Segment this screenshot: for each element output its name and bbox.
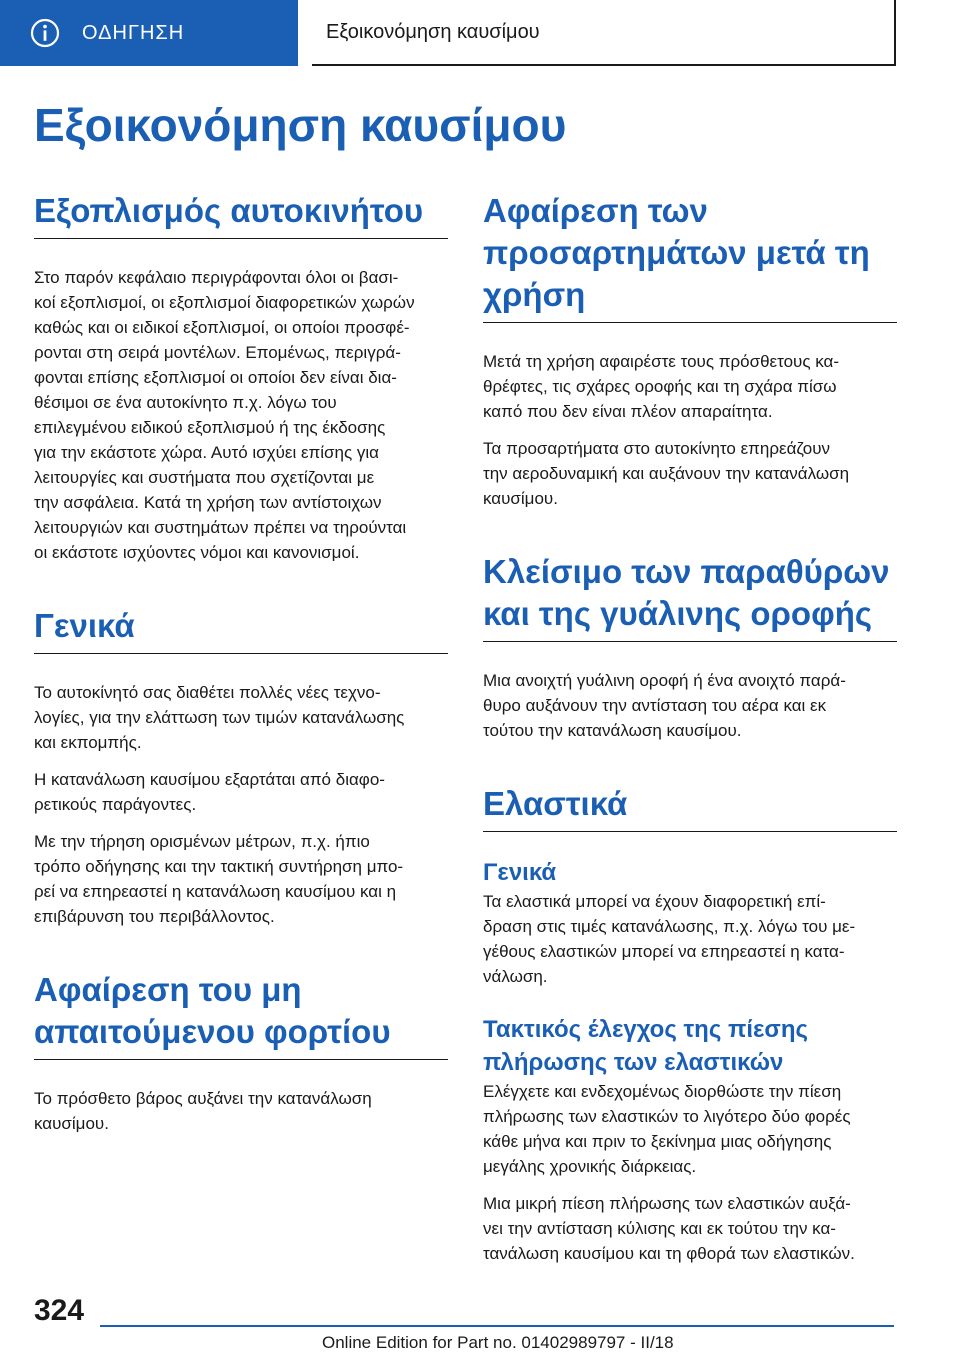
- paragraph-close-windows: [483, 668, 897, 743]
- section-heading-remove-attachments: [483, 190, 897, 323]
- subheading-tyre-pressure: [483, 1013, 897, 1079]
- text-line: λειτουργιών και συστημάτων πρέπει να τηρούνται: [34, 518, 407, 537]
- heading-line: Κλείσιμο των παραθύρων: [483, 553, 890, 590]
- text-line: γέθους ελαστικών μπορεί να επηρεαστεί η κατα-: [483, 942, 845, 961]
- text-line: κάθε μήνα και πριν το ξεκίνημα μιας οδήγησης: [483, 1132, 832, 1151]
- breadcrumb: [312, 0, 896, 66]
- text-line: φονται επίσης εξοπλισμοί οι οποίοι δεν είναι δια-: [34, 368, 397, 387]
- text-line: νάλωση.: [483, 967, 548, 986]
- page-number: 324: [34, 1294, 85, 1327]
- paragraph-tyre-pressure-1: [483, 1079, 897, 1179]
- text-line: Μια μικρή πίεση πλήρωσης των ελαστικών αυξά-: [483, 1194, 851, 1213]
- text-line: την ασφάλεια. Κατά τη χρήση των αντίστοιχων: [34, 493, 382, 512]
- text-line: Το πρόσθετο βάρος αυξάνει την κατανάλωση: [34, 1089, 372, 1108]
- heading-line: Γενικά: [34, 607, 135, 644]
- breadcrumb-text: Εξοικονόμηση καυσίμου: [326, 20, 540, 43]
- text-line: καπό που δεν είναι πλέον απαραίτητα.: [483, 402, 773, 421]
- section-heading-general: [34, 605, 448, 654]
- heading-line: Εξοπλισμός αυτοκινήτου: [34, 192, 424, 229]
- heading-line: Αφαίρεση του μη: [34, 971, 302, 1008]
- paragraph-vehicle-equipment: [34, 265, 448, 565]
- info-icon: [30, 18, 60, 48]
- text-line: θέσιμοι σε ένα αυτοκίνητο π.χ. λόγω του: [34, 393, 337, 412]
- text-line: Στο παρόν κεφάλαιο περιγράφονται όλοι οι βασι-: [34, 268, 399, 287]
- text-line: λειτουργίες και συστήματα που σχετίζονται με: [34, 468, 375, 487]
- text-line: Τα προσαρτήματα στο αυτοκίνητο επηρεάζουν: [483, 439, 831, 458]
- text-line: Η κατανάλωση καυσίμου εξαρτάται από διαφο-: [34, 770, 385, 789]
- left-column: [34, 190, 448, 1136]
- text-line: νει την αντίσταση κύλισης και εκ τούτου την κα-: [483, 1219, 836, 1238]
- heading-line: Τακτικός έλεγχος της πίεσης: [483, 1016, 808, 1043]
- text-line: τούτου την κατανάλωση καυσίμου.: [483, 721, 742, 740]
- subheading-tyres-general: [483, 856, 897, 889]
- right-column: [483, 190, 897, 1266]
- text-line: Τα ελαστικά μπορεί να έχουν διαφορετική επί-: [483, 892, 826, 911]
- section-heading-close-windows: [483, 551, 897, 642]
- text-line: επιλεγμένου ειδικού εξοπλισμού ή της έκδοσης: [34, 418, 386, 437]
- heading-line: Αφαίρεση των: [483, 192, 708, 229]
- text-line: δραση στις τιμές κατανάλωσης, π.χ. λόγω του με-: [483, 917, 856, 936]
- text-line: καυσίμου.: [483, 489, 558, 508]
- text-line: λογίες, για την ελάττωση των τιμών κατανάλωσης: [34, 708, 405, 727]
- text-line: μεγάλης χρονικής διάρκειας.: [483, 1157, 697, 1176]
- paragraph-remove-attachments-1: [483, 349, 897, 424]
- page-title: Εξοικονόμηση καυσίμου: [34, 99, 567, 151]
- heading-line: χρήση: [483, 276, 586, 313]
- text-line: Με την τήρηση ορισμένων μέτρων, π.χ. ήπιο: [34, 832, 370, 851]
- text-line: Μια ανοιχτή γυάλινη οροφή ή ένα ανοιχτό παρά-: [483, 671, 846, 690]
- text-line: την αεροδυναμική και αυξάνουν την κατανάλωση: [483, 464, 850, 483]
- footer-divider: [100, 1325, 894, 1327]
- text-line: κοί εξοπλισμοί, οι εξοπλισμοί διαφορετικών χωρών: [34, 293, 415, 312]
- heading-line: Ελαστικά: [483, 785, 628, 822]
- text-line: καθώς και οι ειδικοί εξοπλισμοί, οι οποίοι προσφέ-: [34, 318, 410, 337]
- paragraph-general-2: [34, 767, 448, 817]
- paragraph-remove-load: [34, 1086, 448, 1136]
- text-line: τρόπο οδήγησης και την τακτική συντήρηση μπο-: [34, 857, 404, 876]
- paragraph-tyre-pressure-2: [483, 1191, 897, 1266]
- text-line: καυσίμου.: [34, 1114, 109, 1133]
- nav-tab-driving[interactable]: [0, 0, 298, 66]
- paragraph-general-3: [34, 829, 448, 929]
- text-line: Ελέγχετε και ενδεχομένως διορθώστε την πίεση: [483, 1082, 842, 1101]
- heading-line: απαιτούμενου φορτίου: [34, 1013, 391, 1050]
- footer-edition: Online Edition for Part no. 01402989797 - II/18: [322, 1333, 674, 1352]
- text-line: πλήρωσης των ελαστικών το λιγότερο δύο φορές: [483, 1107, 851, 1126]
- text-line: θυρο αυξάνουν την αντίσταση του αέρα και εκ: [483, 696, 827, 715]
- section-heading-remove-load: [34, 969, 448, 1060]
- text-line: ρονται στη σειρά μοντέλων. Επομένως, περιγρά-: [34, 343, 401, 362]
- text-line: για την εκάστοτε χώρα. Αυτό ισχύει επίσης για: [34, 443, 380, 462]
- text-line: επιβάρυνση του περιβάλλοντος.: [34, 907, 275, 926]
- paragraph-tyres-general: [483, 889, 897, 989]
- heading-line: πλήρωσης των ελαστικών: [483, 1049, 784, 1076]
- text-line: ρεί να επηρεαστεί η κατανάλωση καυσίμου και η: [34, 882, 397, 901]
- section-heading-vehicle-equipment: [34, 190, 448, 239]
- text-line: τανάλωση καυσίμου και τη φθορά των ελαστικών.: [483, 1244, 855, 1263]
- section-heading-tyres: [483, 783, 897, 832]
- text-line: οι εκάστοτε ισχύοντες νόμοι και κανονισμοί.: [34, 543, 360, 562]
- paragraph-remove-attachments-2: [483, 436, 897, 511]
- text-line: Το αυτοκίνητό σας διαθέτει πολλές νέες τεχνο-: [34, 683, 381, 702]
- text-line: Μετά τη χρήση αφαιρέστε τους πρόσθετους κα-: [483, 352, 840, 371]
- nav-label: ΟΔΗΓΗΣΗ: [82, 21, 185, 44]
- paragraph-general-1: [34, 680, 448, 755]
- text-line: θρέφτες, τις σχάρες οροφής και τη σχάρα πίσω: [483, 377, 837, 396]
- heading-line: και της γυάλινης οροφής: [483, 595, 873, 632]
- text-line: και εκπομπής.: [34, 733, 142, 752]
- heading-line: προσαρτημάτων μετά τη: [483, 234, 870, 271]
- text-line: ρετικούς παράγοντες.: [34, 795, 197, 814]
- heading-line: Γενικά: [483, 859, 557, 886]
